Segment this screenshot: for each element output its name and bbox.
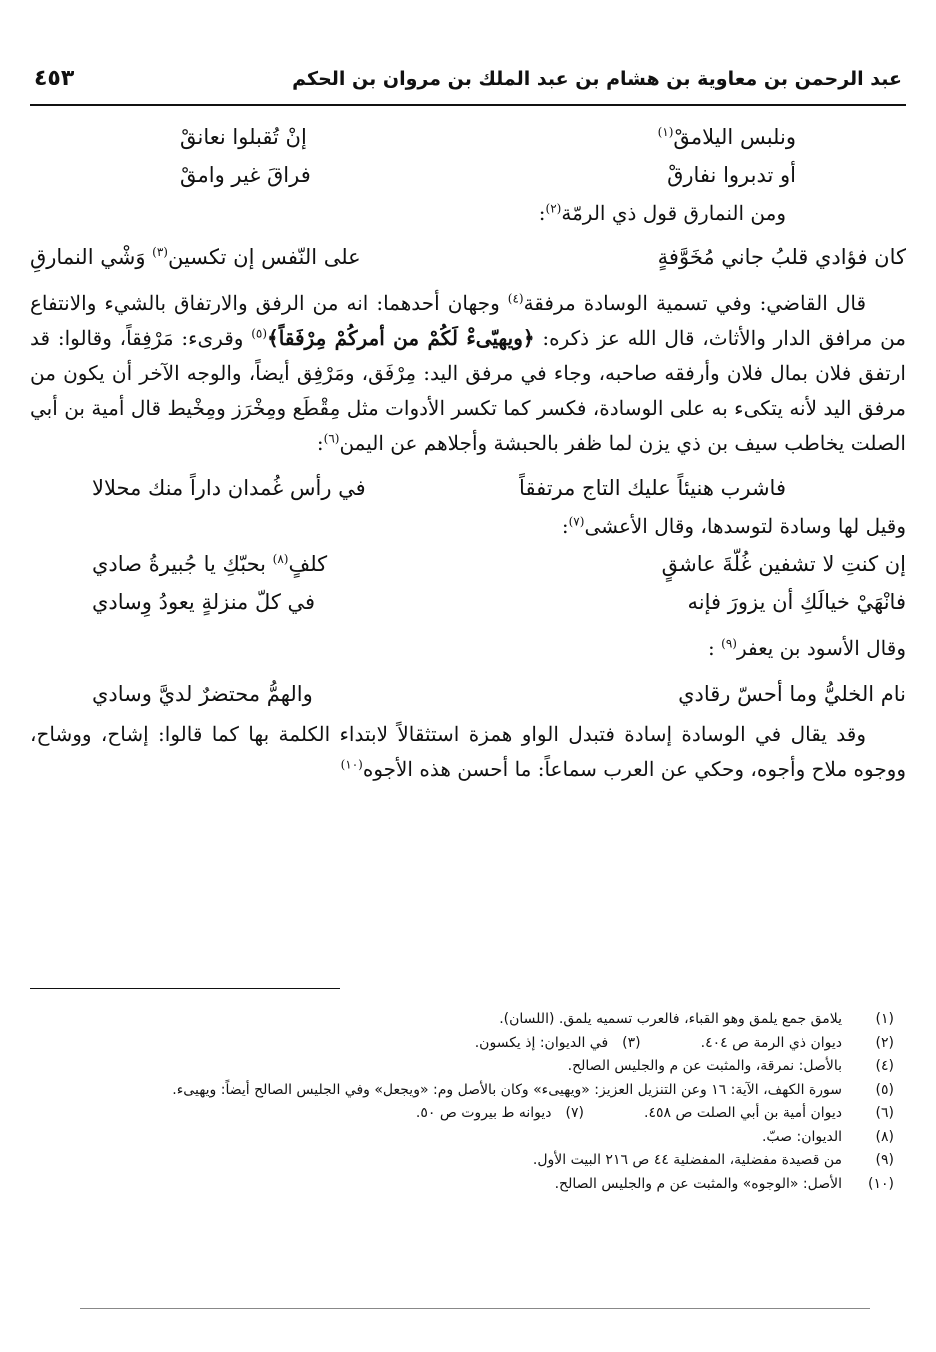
footnote-ref: (٢): [545, 201, 562, 216]
verse-second-hemistich: في كلّ منزلةٍ يعودُ وِسادي: [92, 590, 316, 614]
footnote-ref: (٣): [152, 245, 168, 259]
main-text: [30, 118, 906, 791]
footnote-number: (٣): [622, 1034, 641, 1051]
footnote-number: (١٠): [868, 1175, 894, 1192]
footnote-separator: [30, 988, 340, 989]
footnote: [30, 1008, 906, 1032]
verse-second-hemistich: كلفٍ$^{(٨)}$ بحبّكِ يا جُبيرةُ صادي: [92, 552, 328, 576]
verse-line: [30, 156, 906, 194]
footnote-text: ديوان ذي الرمة ص ٤٠٤.: [700, 1034, 842, 1051]
verse-second-hemistich: والهمُّ محتضرٌ لديَّ وسادي: [92, 682, 313, 706]
page-number: ٤٥٣: [34, 66, 75, 91]
verse-second-hemistich: فراقَ غير وامقْ: [180, 163, 311, 187]
footnote: [30, 1055, 906, 1079]
footnote: [475, 1032, 641, 1056]
footnote-number: (٩): [875, 1152, 894, 1168]
verse-first-hemistich: إن كنتِ لا تشفين غُلّةَ عاشقٍ: [661, 552, 906, 576]
footnote-number: (٨): [875, 1128, 894, 1145]
footnote-text: من قصيدة مفضلية، المفضلية ٤٤ ص ٢١٦ البيت الأول.: [532, 1152, 842, 1168]
verse-line: [30, 469, 906, 507]
footnote: [701, 1032, 906, 1056]
verse-first-hemistich: أو تدبروا نفارقْ: [667, 163, 796, 187]
verse-first-hemistich: نام الخليُّ وما أحسّ رقادي: [678, 682, 906, 706]
footnote: [30, 1173, 906, 1197]
quran-quote: ﴿ويهيّىءْ لَكُمْ من أمركُمْ مِرْفَقاً﴾: [267, 326, 535, 350]
footnote: [416, 1102, 584, 1126]
footnote-text: ديوان أمية بن أبي الصلت ص ٤٥٨.: [644, 1105, 842, 1121]
page-header: [30, 62, 906, 106]
footnote-pair: [30, 1102, 906, 1126]
footnote-number: (٢): [875, 1034, 894, 1051]
footnote-text: في الديوان: إذ يكسون.: [474, 1034, 609, 1051]
footnote: [30, 1126, 906, 1150]
verse-first-hemistich: فانْهَيْ خيالَكِ أن يزورَ فإنه: [687, 590, 906, 614]
running-head: عبد الرحمن بن معاوية بن هشام بن عبد الملك بن مروان بن الحكم: [292, 68, 902, 90]
verse-second-hemistich: إنْ تُقبلوا نعانقْ: [180, 125, 307, 149]
footnote-text: الأصل: «الوجوه» والمثبت عن م والجليس الصالح.: [554, 1175, 842, 1192]
footnote-text: سورة الكهف، الآية: ١٦ وعن التنزيل العزيز: «ويهيىء» وكان بالأصل وم: «ويجعل» وفي الجليس الصالح أيضاً: ويهيىء.: [172, 1081, 842, 1098]
footnote-ref: (١٠): [340, 757, 363, 772]
verse-first-hemistich: كان فؤادي قلبُ جاني مُخَوَّفةٍ: [657, 245, 906, 269]
footnote-ref: (٨): [272, 552, 289, 566]
footnote-text: ديوانه ط بيروت ص ٥٠.: [415, 1105, 552, 1121]
footnote-text: الديوان: صبّ.: [761, 1128, 842, 1145]
verse-line: [30, 545, 906, 583]
verse-second-hemistich: على النّفس إن تكسين$^{(٣)}$ وَشْي النمارقِ: [30, 245, 361, 269]
verse-second-hemistich: في رأس غُمدان داراً منك محلالا: [92, 476, 366, 500]
footnote-number: (٥): [875, 1081, 894, 1098]
footnote-ref: (٥): [251, 326, 268, 341]
paragraph: قال القاضي: وفي تسمية الوسادة مرفقة$^{(٤)}$ وجهان أحدهما: انه من الرفق والارتفاق بالشيء والانتفاع من مرافق الدار والأثاث، قال الله عز ذكره: ﴿ويهيّىءْ لَكُمْ من أمركُمْ مِرْفَقاً﴾$^{(٥)}$ وقرىء: مَرْفِقاً، وقالوا: قد ارتفق فلان بمال فلان وأرفقه صاحبه، وجاء في مرفق اليد: مِرْفَق، ومَرْفِق أيضاً، والوجه الآخر أن يكون من مرفق اليد لأنه يتكىء به على الوسادة، فكسر كما تكسر الأدوات مثل مِقْطَع ومِخْرَز ومِخْيط قال أمية بن أبي الصلت يخاطب سيف بن ذي يزن لما ظفر بالحبشة وأجلاهم عن اليمن$^{(٦)}$:: [30, 291, 907, 455]
footnotes: [30, 1008, 906, 1196]
footnote-number: (٤): [875, 1058, 894, 1074]
verse-line: [30, 675, 906, 713]
footnote-ref: (٩): [721, 636, 737, 651]
footnote-number: (١): [875, 1011, 894, 1027]
verse-first-hemistich: ونلبس اليلامقْ$^{(١)}$: [657, 125, 796, 149]
footnote-ref: (٦): [323, 431, 340, 446]
footnote: [30, 1079, 906, 1103]
paragraph: وقد يقال في الوسادة إسادة فتبدل الواو همزة استثقالاً لابتداء الكلمة بها كما قالوا: إشاح، ووشاح، ووجوه ملاح وأجوه، وحكي عن العرب سماعاً: ما أحسن هذه الأجوه$^{(١٠)}$: [30, 722, 906, 781]
intro-line: ومن النمارق قول ذي الرمّة$^{(٢)}$:: [538, 201, 786, 225]
verse-line: [30, 583, 906, 621]
footnote-ref: (٤): [507, 291, 524, 306]
footnote: [30, 1149, 906, 1173]
verse-first-hemistich: فاشرب هنيئاً عليك التاج مرتفقاً: [519, 476, 786, 500]
footnote-pair: [30, 1032, 906, 1056]
footnote-number: (٦): [875, 1105, 894, 1121]
footnote-ref: (٧): [568, 514, 585, 529]
footnote-number: (٧): [565, 1105, 585, 1121]
intro-line: وقيل لها وسادة لتوسدها، وقال الأعشى$^{(٧)}$:: [561, 514, 906, 538]
intro-line: وقال الأسود بن يعفر$^{(٩)}$ :: [708, 636, 906, 660]
footnote-text: يلامق جمع يلمق وهو القباء، فالعرب تسميه يلمق. (اللسان).: [499, 1011, 842, 1027]
footnote-text: بالأصل: نمرقة، والمثبت عن م والجليس الصالح.: [567, 1058, 842, 1074]
footnote-ref: (١): [657, 125, 674, 139]
footnote: [644, 1102, 906, 1126]
verse-line: [30, 238, 906, 276]
verse-line: [30, 118, 906, 156]
scan-edge-line: [80, 1308, 870, 1309]
